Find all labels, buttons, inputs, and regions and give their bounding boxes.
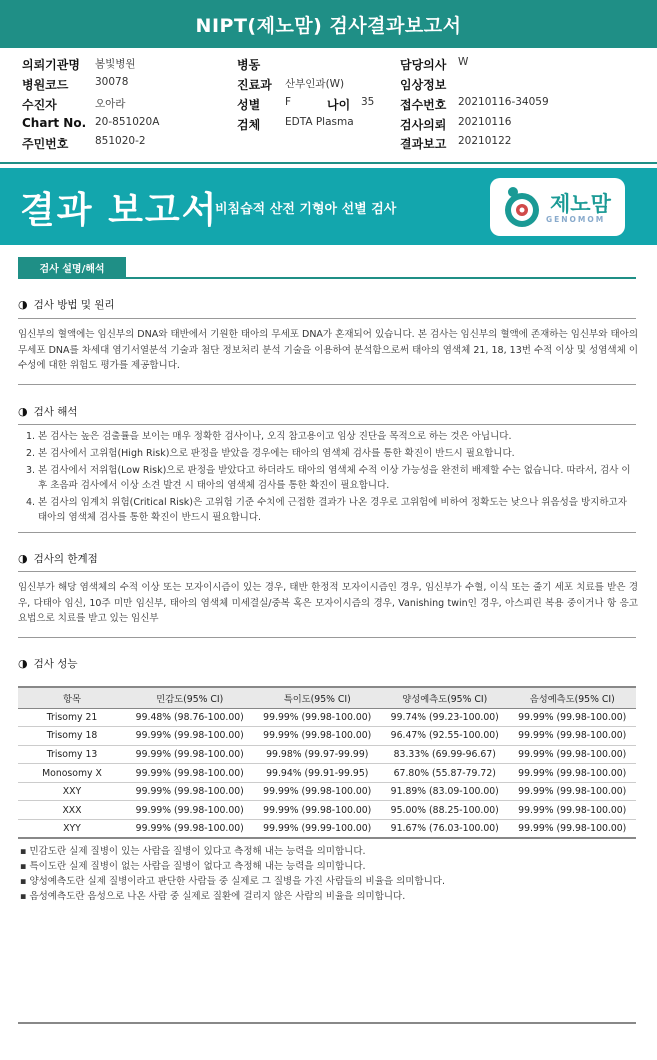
table-cell: 91.67% (76.03-100.00) xyxy=(381,820,509,839)
interp-heading xyxy=(18,404,78,419)
table-cell: 95.00% (88.25-100.00) xyxy=(381,801,509,820)
examinee-label: 수진자 xyxy=(22,98,57,112)
report-date-label: 결과보고 xyxy=(400,137,447,151)
dept-label: 진료과 xyxy=(237,78,272,92)
info-row-1 xyxy=(0,56,657,74)
table-cell: 99.99% (99.98-100.00) xyxy=(509,745,637,764)
section-tab-bar xyxy=(18,257,636,279)
col-header-npv: 음성예측도(95% CI) xyxy=(509,687,637,708)
banner-title: 결과 보고서 xyxy=(20,190,219,231)
table-cell: 99.99% (99.98-100.00) xyxy=(509,782,637,801)
dept-value: 산부인과(W) xyxy=(285,78,345,90)
col-header-specificity: 특이도(95% CI) xyxy=(254,687,382,708)
list-item: 1. 본 검사는 높은 검출률을 보이는 매우 정확한 검사이나, 오직 참고용이고 임상 진단을 목적으로 하는 것은 아닙니다. xyxy=(26,429,634,444)
doctor-label: 담당의사 xyxy=(400,58,447,72)
doctor-value: W xyxy=(458,56,469,68)
table-row xyxy=(18,745,636,764)
institution-label: 의뢰기관명 xyxy=(22,58,80,72)
limit-paragraph: 임신부가 해당 염색체의 수적 이상 또는 모자이시즘이 있는 경우, 태반 한정적 모자이시즘인 경우, 임신부가 수혈, 이식 또는 줄기 세포 치료를 받은 경우, 다태아 임신, 10주 미만 임신부, 태아의 염색체 미세결실/중복 혹은 모자이시즘의 경우, Vanishing twin인 경우, 아스피린 복용 중이거나 항 응고 요법으로 치료를 받고 있는 임신부 xyxy=(18,582,638,624)
hospital-code-value: 30078 xyxy=(95,76,129,88)
note-sensitivity: ▪ 민감도란 실제 질병이 있는 사람을 질병이 있다고 측정해 내는 능력을 의미합니다. xyxy=(20,846,366,857)
accession-value: 20210116-34059 xyxy=(458,96,549,108)
table-row xyxy=(18,708,636,727)
footer-divider xyxy=(18,1022,636,1024)
method-divider xyxy=(18,318,636,319)
info-row-2 xyxy=(0,76,657,94)
id-label: 주민번호 xyxy=(22,137,69,151)
patient-info xyxy=(0,52,657,152)
limit-text xyxy=(18,580,638,627)
limit-title: 검사의 한계점 xyxy=(33,553,98,565)
table-cell: 99.99% (99.98-100.00) xyxy=(254,708,382,727)
request-value: 20210116 xyxy=(458,116,512,128)
table-cell: 99.99% (99.98-100.00) xyxy=(254,782,382,801)
table-cell: 83.33% (69.99-96.67) xyxy=(381,745,509,764)
info-row-4 xyxy=(0,116,657,134)
table-cell: Trisomy 21 xyxy=(18,708,126,727)
table-cell: 99.99% (99.98-100.00) xyxy=(126,820,254,839)
clinical-label: 임상정보 xyxy=(400,78,447,92)
interp-item-4: 본 검사의 임계치 위험(Critical Risk)은 고위험 기준 수치에 근접한 결과가 나온 경우로 고위험에 비하여 정확도는 낮으나 위음성을 방지하고자 태아의 염색체 검사를 통한 확진이 반드시 필요합니다. xyxy=(38,497,627,523)
table-header-row xyxy=(18,687,636,708)
table-row xyxy=(18,801,636,820)
interp-item-2: 본 검사에서 고위험(High Risk)으로 판정을 받았을 경우에는 태아의 염색체 검사를 통한 확진이 반드시 필요합니다. xyxy=(38,448,515,459)
table-cell: 99.99% (99.98-100.00) xyxy=(126,782,254,801)
definitions-notes xyxy=(20,844,445,904)
report-title: NIPT(제노맘) 검사결과보고서 xyxy=(195,14,462,37)
method-title: 검사 방법 및 원리 xyxy=(33,299,115,311)
note-specificity: ▪ 특이도란 실제 질병이 없는 사람을 질병이 없다고 측정해 내는 능력을 의미합니다. xyxy=(20,861,366,872)
interp-list xyxy=(26,429,634,527)
sex-value: F xyxy=(285,96,292,108)
table-cell: 99.99% (99.98-100.00) xyxy=(126,745,254,764)
table-row xyxy=(18,820,636,839)
limit-bottom-divider xyxy=(18,637,636,638)
table-row xyxy=(18,727,636,746)
logo-text: 제노맘 xyxy=(550,192,611,216)
method-bottom-divider xyxy=(18,384,636,385)
table-cell: XYY xyxy=(18,820,126,839)
table-cell: 99.99% (99.98-100.00) xyxy=(126,764,254,783)
perf-heading xyxy=(18,656,78,671)
table-cell: 99.94% (99.91-99.95) xyxy=(254,764,382,783)
table-cell: 99.99% (99.98-100.00) xyxy=(126,727,254,746)
half-circle-icon: ◑ xyxy=(18,657,28,670)
banner-subtitle: 비침습적 산전 기형아 선별 검사 xyxy=(215,202,397,217)
half-circle-icon: ◑ xyxy=(18,298,28,311)
table-cell: XXY xyxy=(18,782,126,801)
table-cell: 96.47% (92.55-100.00) xyxy=(381,727,509,746)
info-row-3 xyxy=(0,96,657,114)
table-cell: 67.80% (55.87-79.72) xyxy=(381,764,509,783)
genomom-logo-icon xyxy=(498,183,546,231)
table-cell: 99.99% (99.98-100.00) xyxy=(509,708,637,727)
result-banner xyxy=(0,168,657,245)
tab-test-description: 검사 설명/해석 xyxy=(18,257,126,278)
col-header-sensitivity: 민감도(95% CI) xyxy=(126,687,254,708)
limit-heading xyxy=(18,551,98,566)
half-circle-icon: ◑ xyxy=(18,405,28,418)
table-cell: 99.99% (99.98-100.00) xyxy=(509,727,637,746)
list-item: 2. 본 검사에서 고위험(High Risk)으로 판정을 받았을 경우에는 태아의 염색체 검사를 통한 확진이 반드시 필요합니다. xyxy=(26,446,634,461)
id-value: 851020-2 xyxy=(95,135,146,147)
perf-title: 검사 성능 xyxy=(33,658,78,670)
table-cell: Trisomy 13 xyxy=(18,745,126,764)
method-paragraph: 임신부의 혈액에는 임신부의 DNA와 태반에서 기원한 태아의 무세포 DNA가 혼재되어 있습니다. 본 검사는 임신부의 혈액에 존재하는 임신부와 태아의 무세포 DNA를 차세대 염기서열분석 기술과 첨단 정보처리 분석 기술을 이용하여 분석함으로써 태아의 염색체 21, 18, 13번 수적 이상 및 성염색체 이수성에 대한 위험도 평가를 제공합니다. xyxy=(18,329,638,371)
table-cell: Monosomy X xyxy=(18,764,126,783)
genomom-logo xyxy=(490,178,625,236)
age-label: 나이 xyxy=(327,98,351,112)
examinee-value: 오아라 xyxy=(95,98,126,110)
table-row xyxy=(18,764,636,783)
header-divider xyxy=(0,162,657,164)
list-item: 3. 본 검사에서 저위험(Low Risk)으로 판정을 받았다고 하더라도 태아의 염색체 수적 이상 가능성을 완전히 배제할 수는 없습니다. 따라서, 검사 이후 초음파 검사에서 이상 소견 발견 시 태아의 염색체 검사를 통한 확진이 필요합니다. xyxy=(26,463,634,493)
report-date-value: 20210122 xyxy=(458,135,512,147)
interp-item-3: 본 검사에서 저위험(Low Risk)으로 판정을 받았다고 하더라도 태아의 염색체 수적 이상 가능성을 완전히 배제할 수는 없습니다. 따라서, 검사 이후 초음파 검사에서 이상 소견 발견 시 태아의 염색체 검사를 통한 확진이 필요합니다. xyxy=(38,465,631,491)
table-cell: 99.99% (99.98-100.00) xyxy=(509,820,637,839)
table-cell: 99.99% (99.98-100.00) xyxy=(509,801,637,820)
col-header-ppv: 양성예측도(95% CI) xyxy=(381,687,509,708)
table-cell: 99.98% (99.97-99.99) xyxy=(254,745,382,764)
interp-bottom-divider xyxy=(18,532,636,533)
accession-label: 접수번호 xyxy=(400,98,447,112)
method-text xyxy=(18,327,638,374)
sex-label: 성별 xyxy=(237,98,261,112)
specimen-label: 검체 xyxy=(237,118,261,132)
interp-item-1: 본 검사는 높은 검출률을 보이는 매우 정확한 검사이나, 오직 참고용이고 임상 진단을 목적으로 하는 것은 아닙니다. xyxy=(38,431,512,442)
note-npv: ▪ 음성예측도란 음성으로 나온 사람 중 실제로 질환에 걸리지 않은 사람의 비율을 의미합니다. xyxy=(20,891,406,902)
col-header-item: 항목 xyxy=(18,687,126,708)
info-row-5 xyxy=(0,135,657,153)
table-cell: Trisomy 18 xyxy=(18,727,126,746)
method-heading xyxy=(18,297,115,312)
request-label: 검사의뢰 xyxy=(400,118,447,132)
report-header xyxy=(0,0,657,48)
chart-value: 20-851020A xyxy=(95,116,160,128)
interp-title: 검사 해석 xyxy=(33,406,78,418)
table-cell: 99.99% (99.98-100.00) xyxy=(254,801,382,820)
table-row xyxy=(18,782,636,801)
logo-subtext: GENOMOM xyxy=(546,215,606,224)
hospital-code-label: 병원코드 xyxy=(22,78,69,92)
table-cell: 99.48% (98.76-100.00) xyxy=(126,708,254,727)
table-cell: 99.74% (99.23-100.00) xyxy=(381,708,509,727)
specimen-value: EDTA Plasma xyxy=(285,116,354,128)
table-cell: XXX xyxy=(18,801,126,820)
note-ppv: ▪ 양성예측도란 실제 질병이라고 판단한 사람들 중 실제로 그 질병을 가진 사람들의 비율을 의미합니다. xyxy=(20,876,445,887)
age-value: 35 xyxy=(361,96,375,108)
half-circle-icon: ◑ xyxy=(18,552,28,565)
ward-label: 병동 xyxy=(237,58,261,72)
interp-divider xyxy=(18,424,636,425)
limit-divider xyxy=(18,571,636,572)
table-cell: 91.89% (83.09-100.00) xyxy=(381,782,509,801)
institution-value: 봄빛병원 xyxy=(95,58,136,70)
performance-table xyxy=(18,686,636,839)
list-item: 4. 본 검사의 임계치 위험(Critical Risk)은 고위험 기준 수치에 근접한 결과가 나온 경우로 고위험에 비하여 정확도는 낮으나 위음성을 방지하고자 태아의 염색체 검사를 통한 확진이 반드시 필요합니다. xyxy=(26,495,634,525)
table-cell: 99.99% (99.98-100.00) xyxy=(254,727,382,746)
chart-label: Chart No. xyxy=(22,116,87,130)
table-cell: 99.99% (99.99-100.00) xyxy=(254,820,382,839)
table-cell: 99.99% (99.98-100.00) xyxy=(509,764,637,783)
table-cell: 99.99% (99.98-100.00) xyxy=(126,801,254,820)
